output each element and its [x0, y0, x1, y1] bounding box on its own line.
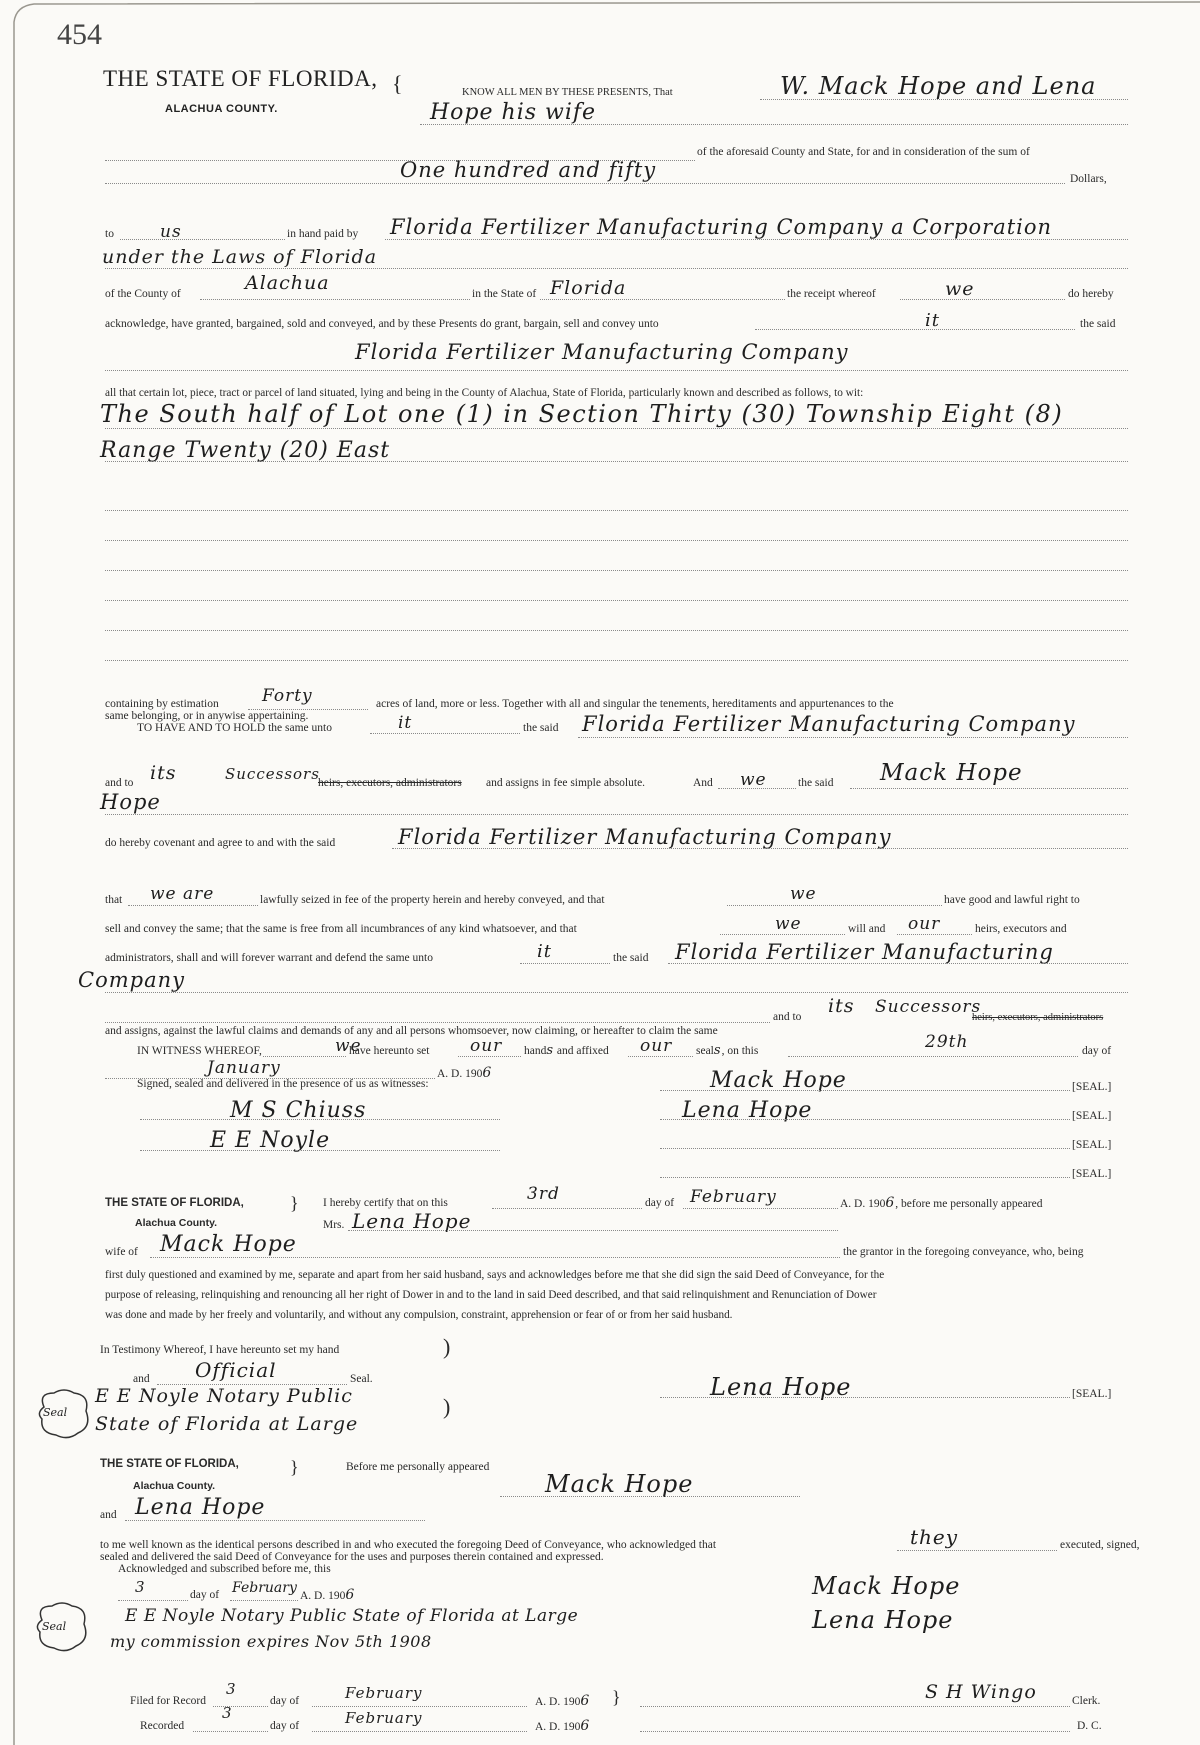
filed-day-of: day of	[270, 1695, 300, 1707]
grantor-text: the grantor in the foregoing conveyance, who, being	[843, 1246, 1084, 1258]
fill-line	[385, 239, 1128, 240]
dower-notary-2: State of Florida at Large	[95, 1413, 359, 1435]
dower-brace: }	[290, 1193, 299, 1213]
description-intro: all that certain lot, piece, tract or parcel of land situated, lying and being in the County of Alachua, State of Florida, particularly known and described as follows, to wit:	[105, 387, 864, 399]
filed-label: Filed for Record	[130, 1695, 207, 1707]
fill-line	[727, 905, 942, 906]
and-to-label: and to	[105, 777, 134, 789]
mrs-label: Mrs.	[323, 1219, 345, 1231]
fill-line	[105, 510, 1128, 511]
heirs-struck-2: heirs, executors, administrators	[972, 1012, 1104, 1023]
official-and-label: and	[133, 1373, 150, 1385]
fill-line	[660, 1090, 1070, 1091]
fill-line	[312, 1706, 527, 1707]
hand-text: hand	[524, 1045, 547, 1057]
fill-line	[660, 1119, 1070, 1120]
same-belonging-text: same belonging, or in anywise appertaining.	[105, 710, 309, 722]
warranty-successors-value: Successors	[875, 997, 982, 1017]
fill-line	[760, 99, 1128, 100]
warranty-grantee-line1: Florida Fertilizer Manufacturing	[675, 940, 1054, 964]
covenant-text: do hereby covenant and agree to and with the said	[105, 837, 336, 849]
fill-line	[200, 299, 470, 300]
brace: {	[392, 71, 403, 96]
fill-line	[140, 1150, 500, 1151]
grantor-sig-1: Mack Hope	[710, 1068, 847, 1093]
fill-line	[660, 1148, 1070, 1149]
witness-ad	[437, 1066, 492, 1081]
seals-s: s	[713, 1043, 722, 1058]
executed-text: executed, signed,	[1060, 1539, 1140, 1551]
and-assigns-text: and assigns, against the lawful claims and demands of any and all persons whomsoever, now claiming, or hereafter to claim the same	[105, 1025, 718, 1037]
ad-text: A. D. 190	[437, 1068, 483, 1080]
fill-line	[540, 299, 785, 300]
grantee-line1: Florida Fertilizer Manufacturing Company a Corporation	[390, 215, 1053, 239]
do-hereby-label: do hereby	[1068, 288, 1114, 300]
dower-sig: Lena Hope	[710, 1373, 852, 1401]
acknowledge-grantee: Florida Fertilizer Manufacturing Company	[355, 340, 849, 364]
assigns-text: and assigns in fee simple absolute.	[486, 777, 646, 789]
acres-value: Forty	[262, 686, 313, 706]
fill-line	[640, 1731, 1070, 1732]
consideration-text: of the aforesaid County and State, for and in consideration of the sum of	[697, 146, 1030, 158]
seal-label-3: [SEAL.]	[1072, 1139, 1112, 1151]
dower-notary-1: E E Noyle Notary Public	[95, 1385, 353, 1407]
fill-line	[755, 329, 1075, 330]
description-line1: The South half of Lot one (1) in Section Thirty (30) Township Eight (8)	[100, 400, 1064, 428]
grantor-line2: Hope	[100, 790, 161, 814]
lawfully-text: lawfully seized in fee of the property herein and hereby conveyed, and that	[260, 894, 605, 906]
fill-line	[578, 737, 1128, 738]
signed-text: Signed, sealed and delivered in the presence of us as witnesses:	[137, 1078, 429, 1090]
its-value: its	[150, 762, 177, 784]
recorded-label: Recorded	[140, 1720, 185, 1732]
covenant-grantee: Florida Fertilizer Manufacturing Company	[398, 825, 892, 849]
admin-it-value: it	[537, 941, 552, 962]
rec-month-value: February	[345, 1709, 423, 1727]
fill-line	[640, 1706, 1070, 1707]
dower-before-me: , before me personally appeared	[895, 1198, 1043, 1210]
ack-and-label: and	[100, 1509, 117, 1521]
appeared-value: Mack Hope	[545, 1470, 694, 1498]
ack-county: Alachua County.	[133, 1480, 216, 1492]
ack-and-value: Lena Hope	[135, 1495, 266, 1520]
fill-line	[128, 905, 258, 906]
fill-line	[105, 660, 1128, 661]
the-said-label-2: the said	[523, 722, 559, 734]
before-appeared-text: Before me personally appeared	[346, 1461, 490, 1473]
unto-value: it	[925, 310, 940, 331]
the-said-label-4: the said	[613, 952, 649, 964]
dower-state: THE STATE OF FLORIDA,	[105, 1197, 244, 1209]
fill-line	[458, 1056, 521, 1057]
witness-day-of: day of	[1082, 1045, 1112, 1057]
acknowledged-text: Acknowledged and subscribed before me, this	[118, 1563, 331, 1575]
we-value: we	[740, 770, 767, 790]
fill-line	[118, 1600, 188, 1601]
fill-line	[150, 1257, 840, 1258]
dower-day-of: day of	[645, 1197, 675, 1209]
fill-line	[105, 570, 1128, 571]
fill-line	[105, 370, 1128, 371]
admin-text: administrators, shall and will forever warrant and defend the same unto	[105, 952, 433, 964]
fill-line	[312, 1731, 527, 1732]
filed-ad	[535, 1694, 590, 1709]
have-set-label: have hereunto set	[349, 1045, 430, 1057]
testimony-text: In Testimony Whereof, I have hereunto set my hand	[100, 1344, 340, 1356]
filed-day-value: 3	[226, 1680, 237, 1698]
rec-year-digit: 6	[580, 1718, 591, 1734]
filed-ad-text: A. D. 190	[535, 1696, 581, 1708]
fill-line	[120, 239, 285, 240]
fill-line	[660, 1397, 1070, 1398]
state-title: THE STATE OF FLORIDA,	[103, 66, 378, 91]
our-value: our	[908, 914, 941, 934]
fill-line	[105, 600, 1128, 601]
ack-brace: }	[290, 1457, 299, 1477]
husband-value: Mack Hope	[160, 1232, 297, 1257]
rec-day-of: day of	[270, 1720, 300, 1732]
fill-line	[788, 1056, 1078, 1057]
dower-seal-label: [SEAL.]	[1072, 1388, 1112, 1400]
filed-month-value: February	[345, 1684, 423, 1702]
ack-year-digit: 6	[345, 1587, 356, 1603]
dower-para-3: was done and made by her freely and voluntarily, and without any compulsion, constraint, apprehension or fear of or from her said husband.	[105, 1309, 733, 1321]
ack-month-value: February	[232, 1580, 297, 1596]
and-label: And	[693, 777, 713, 789]
fill-line	[897, 934, 972, 935]
containing-label: containing by estimation	[105, 698, 219, 710]
witness-month-value: January	[207, 1058, 281, 1078]
fill-line	[628, 1056, 693, 1057]
fill-line	[660, 1177, 1070, 1178]
have-good-text: have good and lawful right to	[944, 894, 1080, 906]
fill-line	[720, 934, 845, 935]
they-value: they	[910, 1525, 959, 1549]
official-value: Official	[195, 1358, 277, 1382]
dower-para-1: first duly questioned and examined by me, separate and apart from her said husband, says and acknowledges before me that she did sign the said Deed of Conveyance, for the	[105, 1269, 885, 1281]
and-to-label-2: and to	[773, 1011, 802, 1023]
ack-sig-2: Lena Hope	[812, 1606, 954, 1634]
fill-line	[500, 1496, 800, 1497]
seal-word: Seal.	[350, 1373, 373, 1385]
grantee-line2: under the Laws of Florida	[102, 246, 378, 268]
seals-label	[696, 1044, 758, 1058]
fill-line	[492, 1208, 642, 1209]
dower-day-value: 3rd	[527, 1184, 560, 1204]
grantors-line2: Hope his wife	[430, 100, 597, 125]
warranty-grantee-line2: Company	[78, 968, 185, 992]
fill-line	[230, 1600, 298, 1601]
fill-line	[348, 1230, 838, 1231]
we2-value: we	[790, 884, 817, 904]
fill-line	[668, 963, 1128, 964]
to-have-unto-value: it	[398, 713, 413, 733]
seal-stamp-label-2: Seal	[42, 1620, 67, 1633]
warranty-its-value: its	[828, 995, 855, 1017]
witness-our2-value: our	[640, 1036, 673, 1056]
fill-line	[105, 268, 1128, 269]
fill-line	[520, 963, 610, 964]
clerk-label: Clerk.	[1072, 1695, 1101, 1707]
wife-of-label: wife of	[105, 1246, 138, 1258]
in-witness-label: IN WITNESS WHEREOF,	[137, 1045, 262, 1057]
county-heading: ALACHUA COUNTY.	[165, 103, 278, 115]
fill-line	[105, 814, 1128, 815]
paid-by-label: in hand paid by	[287, 228, 359, 240]
dower-county: Alachua County.	[135, 1217, 218, 1229]
ack-day-value: 3	[135, 1578, 146, 1596]
witness-year-digit: 6	[482, 1065, 493, 1081]
fill-line	[105, 461, 1128, 462]
seal-label-2: [SEAL.]	[1072, 1110, 1112, 1122]
rec-ad-text: A. D. 190	[535, 1721, 581, 1733]
county-value: Alachua	[245, 272, 330, 294]
dower-ad-text: A. D. 190	[840, 1198, 886, 1210]
grantors-line1: W. Mack Hope and Lena	[780, 72, 1097, 100]
filed-year-digit: 6	[580, 1693, 591, 1709]
dower-ad	[840, 1196, 1043, 1211]
fill-line	[850, 788, 1128, 789]
seal-label-1: [SEAL.]	[1072, 1081, 1112, 1093]
seal-stamp-label: Seal	[43, 1406, 68, 1419]
acres-text: acres of land, more or less. Together with all and singular the tenements, hereditaments and appurtenances to the	[376, 698, 894, 710]
of-county-label: of the County of	[105, 288, 181, 300]
fill-line	[392, 848, 1128, 849]
mrs-value: Lena Hope	[352, 1209, 472, 1233]
receipt-value: we	[945, 278, 975, 300]
fill-line	[125, 1520, 425, 1521]
fill-line	[263, 1056, 346, 1057]
known-text: to me well known as the identical persons described in and who executed the foregoing Deed of Conveyance, who acknowledged that	[100, 1539, 717, 1551]
know-all-text: KNOW ALL MEN BY THESE PRESENTS, That	[462, 87, 673, 98]
clerk-sig: S H Wingo	[925, 1681, 1037, 1703]
fill-line	[370, 733, 520, 734]
fill-line	[900, 299, 1065, 300]
acknowledge-text: acknowledge, have granted, bargained, sold and conveyed, and by these Presents do grant, bargain, sell and convey unto	[105, 318, 659, 330]
will-and-label: will and	[848, 923, 886, 935]
witness-we-value: we	[335, 1036, 362, 1056]
on-this-text: , on this	[721, 1045, 759, 1057]
we3-value: we	[775, 914, 802, 934]
fill-line	[105, 630, 1128, 631]
fill-line	[193, 1731, 268, 1732]
fill-line	[105, 1022, 770, 1023]
affixed-text: and affixed	[556, 1045, 609, 1057]
fill-line	[140, 1119, 500, 1120]
witness-day-value: 29th	[925, 1032, 969, 1052]
fill-line	[105, 183, 1065, 184]
receipt-label: the receipt whereof	[787, 288, 876, 300]
that-label: that	[105, 894, 123, 906]
grantor-line1: Mack Hope	[880, 760, 1023, 786]
grantor-sig-2: Lena Hope	[682, 1098, 813, 1123]
witness-our-value: our	[470, 1036, 503, 1056]
sealed-text: sealed and delivered the said Deed of Conveyance for the uses and purposes therein contained and expressed.	[100, 1551, 604, 1563]
ack-ad	[300, 1588, 355, 1603]
ack-notary-line: E E Noyle Notary Public State of Florida at Large	[125, 1606, 579, 1626]
in-state-label: in the State of	[472, 288, 537, 300]
fill-line	[683, 1208, 838, 1209]
rec-day-value: 3	[222, 1704, 233, 1722]
sell-text: sell and convey the same; that the same is free from all incumbrances of any kind whatsoever, and that	[105, 923, 577, 935]
seal-text: seal	[696, 1045, 714, 1057]
fill-line	[420, 124, 1128, 125]
fill-line	[897, 1550, 1057, 1551]
ack-sig-1: Mack Hope	[812, 1572, 961, 1600]
fill-line	[105, 992, 1128, 993]
ack-state: THE STATE OF FLORIDA,	[100, 1458, 239, 1470]
to-label: to	[105, 228, 114, 240]
seal-label-4: [SEAL.]	[1072, 1168, 1112, 1180]
heirs-struck: heirs, executors, administrators	[318, 777, 462, 789]
ack-day-of: day of	[190, 1589, 220, 1601]
amount-value: One hundred and fifty	[400, 158, 657, 182]
dower-certify: I hereby certify that on this	[323, 1197, 448, 1209]
heirs-exec-text: heirs, executors and	[975, 923, 1067, 935]
hands-s: s	[546, 1043, 555, 1058]
successors-value: Successors	[225, 765, 320, 783]
ack-ad-text: A. D. 190	[300, 1590, 346, 1602]
hands-label	[524, 1044, 609, 1058]
filing-brace: }	[612, 1687, 621, 1707]
to-have-grantee: Florida Fertilizer Manufacturing Company	[582, 712, 1076, 736]
dower-para-2: purpose of releasing, relinquishing and renouncing all her right of Dower in and to the land in said Deed described, and that said relinquishment and Renunciation of Dower	[105, 1289, 877, 1301]
we-are-value: we are	[150, 884, 215, 904]
witness-sig-1: M S Chiuss	[230, 1098, 367, 1123]
to-have-text: TO HAVE AND TO HOLD the same unto	[137, 722, 332, 734]
the-said-label: the said	[1080, 318, 1116, 330]
rec-ad	[535, 1719, 590, 1734]
the-said-label-3: the said	[798, 777, 834, 789]
fill-line	[105, 540, 1128, 541]
dower-month-value: February	[690, 1187, 777, 1207]
state-value: Florida	[550, 277, 627, 299]
page-number: 454	[57, 18, 102, 51]
dower-year-digit: 6	[885, 1195, 896, 1211]
description-line2: Range Twenty (20) East	[100, 438, 391, 463]
to-value: us	[160, 222, 182, 242]
fill-line	[105, 428, 1128, 429]
bracket-line: )	[443, 1334, 451, 1359]
witness-sig-2: E E Noyle	[210, 1128, 331, 1153]
commission-line: my commission expires Nov 5th 1908	[110, 1632, 432, 1651]
dc-label: D. C.	[1077, 1720, 1102, 1732]
dollars-label: Dollars,	[1070, 173, 1107, 185]
bracket-line: )	[443, 1394, 451, 1419]
